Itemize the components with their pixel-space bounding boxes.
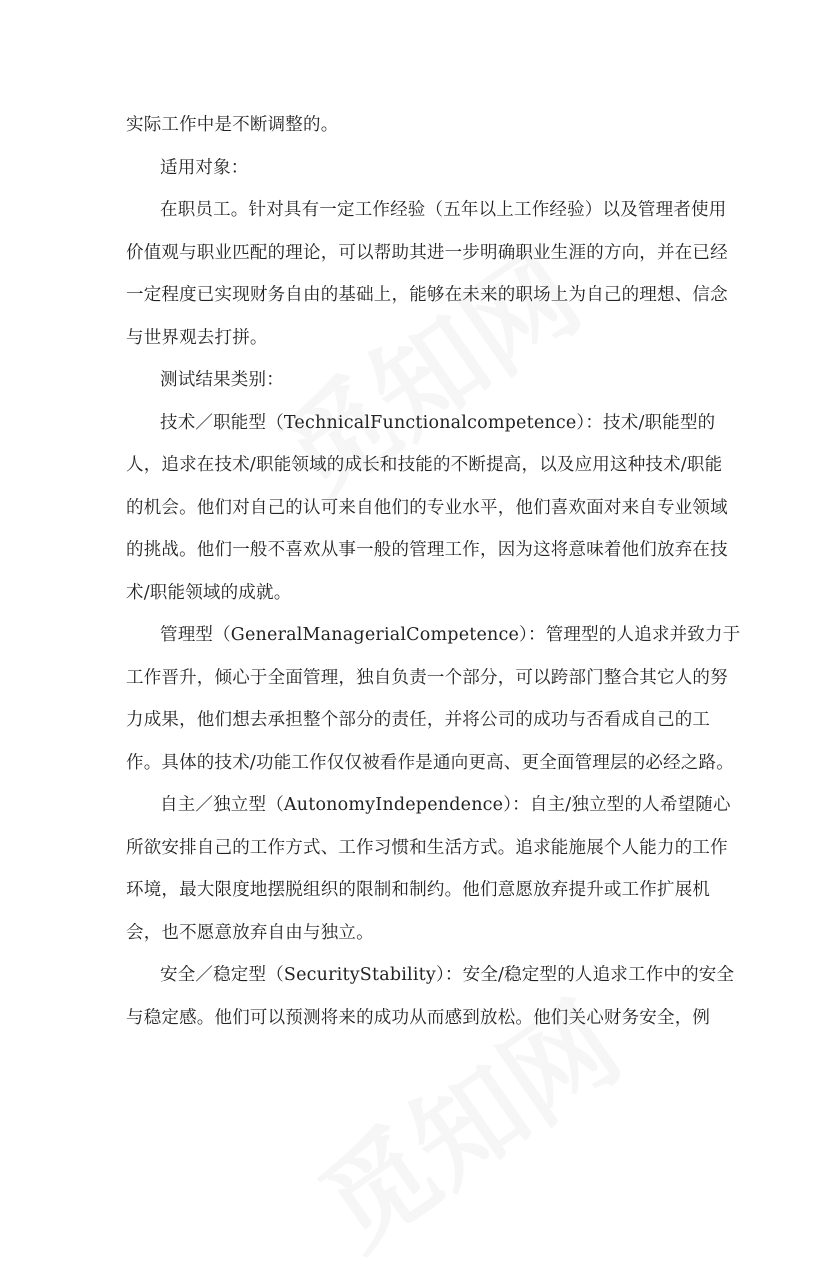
text-line: 与世界观去打拼。 <box>126 327 268 348</box>
text-line: 一定程度已实现财务自由的基础上，能够在未来的职场上为自己的理想、信念 <box>126 285 728 305</box>
text-line: 在职员工。针对具有一定工作经验（五年以上工作经验）以及管理者使用 <box>160 200 727 220</box>
text-line: 工作晋升，倾心于全面管理，独自负责一个部分，可以跨部门整合其它人的努 <box>126 667 728 688</box>
text-line: 所欲安排自己的工作方式、工作习惯和生活方式。追求能施展个人能力的工作 <box>126 837 728 858</box>
text-line: 的挑战。他们一般不喜欢从事一般的管理工作，因为这将意味着他们放弃在技 <box>126 540 728 560</box>
text-line: 术/职能领域的成就。 <box>126 582 292 603</box>
section-heading: 测试结果类别： <box>160 370 284 390</box>
text-line: 作。具体的技术/功能工作仅仅被看作是通向更高、更全面管理层的必经之路。 <box>126 752 734 773</box>
text-line: 环境，最大限度地摆脱组织的限制和制约。他们意愿放弃提升或工作扩展机 <box>126 880 711 900</box>
text-line: 会，也不愿意放弃自由与独立。 <box>126 922 374 943</box>
text-line: 自主／独立型（AutonomyIndependence）：自主/独立型的人希望随心 <box>160 795 731 815</box>
document-body <box>126 104 741 1039</box>
text-line: 人，追求在技术/职能领域的成长和技能的不断提高，以及应用这种技术/职能 <box>126 455 723 475</box>
text-line: 管理型（GeneralManagerialCompetence）：管理型的人追求并致力于 <box>160 625 741 645</box>
text-line: 实际工作中是不断调整的。 <box>126 115 339 135</box>
section-heading: 适用对象： <box>160 157 249 178</box>
text-line: 价值观与职业匹配的理论，可以帮助其进一步明确职业生涯的方向，并在已经 <box>126 242 728 263</box>
text-line: 安全／稳定型（SecurityStability）：安全/稳定型的人追求工作中的安全 <box>160 965 735 985</box>
text-line: 的机会。他们对自己的认可来自他们的专业水平，他们喜欢面对来自专业领域 <box>126 497 728 518</box>
text-line: 力成果，他们想去承担整个部分的责任，并将公司的成功与否看成自己的工 <box>126 710 711 730</box>
text-line: 与稳定感。他们可以预测将来的成功从而感到放松。他们关心财务安全，例 <box>126 1007 711 1028</box>
text-line: 技术／职能型（TechnicalFunctionalcompetence）：技术/职能型的 <box>160 412 716 433</box>
